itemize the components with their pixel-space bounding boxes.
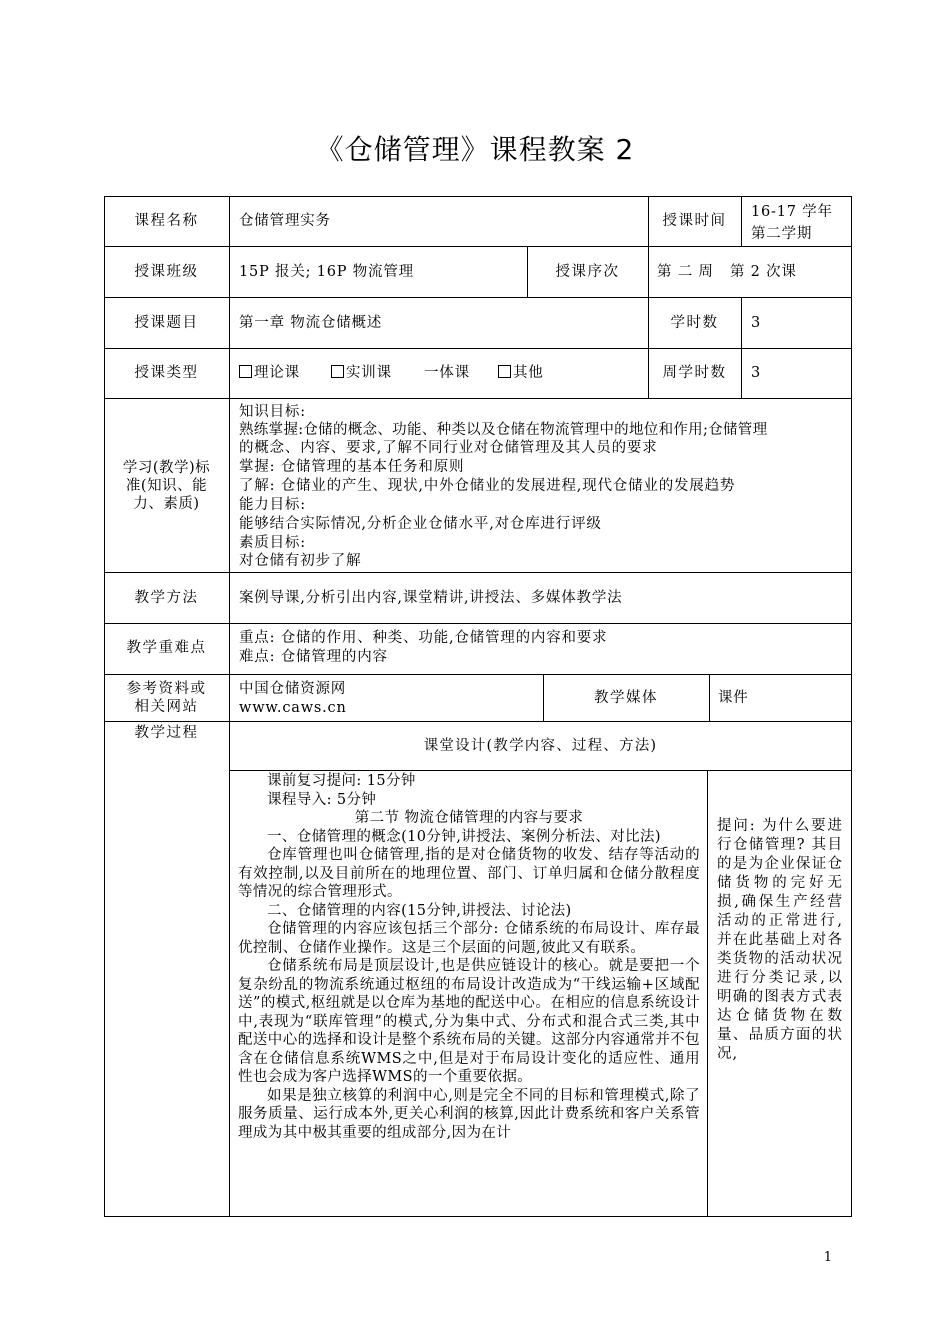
topic-label: 授课题目: [134, 315, 199, 331]
key-point-line: 重点: 仓储的作用、种类、功能,仓储管理的内容和要求: [239, 630, 608, 646]
media-value: 课件: [718, 690, 749, 706]
row-divider: [104, 721, 852, 722]
objective-line: 能力目标:: [239, 497, 306, 513]
content-para: 课程导入: 5分钟: [267, 791, 377, 808]
column-divider: [229, 196, 230, 1217]
column-divider: [741, 196, 742, 246]
row-divider: [104, 623, 852, 624]
objective-line: 掌握: 仓储管理的基本任务和原则: [239, 459, 465, 475]
objective-line: 素质目标:: [239, 535, 306, 551]
section-heading: 第二节 物流仓储管理的内容与要求: [354, 810, 584, 826]
objective-line: 了解: 仓储业的产生、现状,中外仓储业的发展进程,现代仓储业的发展趋势: [239, 478, 736, 494]
type-option-theory[interactable]: 理论课: [239, 364, 300, 383]
objective-line: 的概念、内容、要求,了解不同行业对仓储管理及其人员的要求: [239, 440, 658, 456]
content-para: 一、仓储管理的概念(10分钟,讲授法、案例分析法、对比法): [267, 828, 661, 845]
row-divider: [104, 572, 852, 573]
weekly-hours-value: 3: [751, 365, 762, 381]
difficult-point-line: 难点: 仓储管理的内容: [239, 649, 388, 665]
hours-value: 3: [751, 315, 762, 331]
content-para: 仓储系统布局是顶层设计,也是供应链设计的核心。就是要把一个复杂纷乱的物流系统通过枢纽的布局设计改造成为“干线运输+区域配送”的模式,枢纽就是以仓库为基地的配送中心。在相应的信息系统设计中,表现为“联库管理”的模式,分为集中式、分布式和混合式三类,其中配送中心的选择和设计是整个系统布局的关键。这部分内容通常并不包含在仓储信息系统WMS之中,但是对于布局设计变化的适应性、通用性也会成为客户选择WMS的一个重要依据。: [238, 958, 700, 1085]
objective-line: 知识目标:: [239, 404, 306, 420]
teach-time-label: 授课时间: [662, 213, 727, 229]
content-para: 仓库管理也叫仓储管理,指的是对仓储货物的收发、结存等活动的有效控制,以及目前所在的地理位置、部门、订单归属和仓储分散程度等情况的综合管理形式。: [238, 847, 700, 900]
teach-time-term: 第二学期: [751, 226, 813, 242]
page-number: 1: [823, 1250, 832, 1265]
content-para: 二、仓储管理的内容(15分钟,讲授法、讨论法): [267, 902, 572, 919]
objectives-label-2: 准(知识、能: [125, 478, 208, 494]
reference-label-2: 相关网站: [134, 699, 199, 715]
objective-line: 对仓储有初步了解: [239, 553, 362, 569]
column-divider: [648, 297, 649, 398]
class-value: 15P 报关; 16P 物流管理: [239, 264, 414, 280]
type-label: 授课类型: [134, 365, 199, 381]
objective-line: 熟练掌握:仓储的概念、功能、种类以及仓储在物流管理中的地位和作用;仓储管理: [239, 422, 768, 438]
column-divider: [707, 770, 708, 1217]
column-divider: [709, 674, 710, 721]
row-divider: [104, 674, 852, 675]
media-label: 教学媒体: [594, 690, 658, 706]
key-points-label: 教学重难点: [126, 640, 207, 656]
content-para: 仓储管理的内容应该包括三个部分: 仓储系统的布局设计、库存最优控制、仓储作业操作。这是三个层面的问题,彼此又有联系。: [238, 921, 700, 956]
checkbox-icon: [498, 365, 511, 378]
type-option-practice[interactable]: 实训课: [331, 364, 392, 383]
row-divider: [104, 297, 852, 298]
objectives-label-1: 学习(教学)标: [122, 460, 211, 476]
row-divider: [229, 770, 852, 771]
method-value: 案例导课,分析引出内容,课堂精讲,讲授法、多媒体教学法: [239, 590, 623, 606]
design-header: 课堂设计(教学内容、过程、方法): [423, 738, 658, 754]
content-para: 如果是独立核算的利润中心,则是完全不同的目标和管理模式,除了服务质量、运行成本外,更关心利润的核算,因此计费系统和客户关系管理成为其中极其重要的组成部分,因为在计: [238, 1087, 700, 1141]
reference-site-url[interactable]: www.caws.cn: [239, 700, 347, 716]
side-note: 提问: 为什么要进行仓储管理? 其目的是为企业保证仓储货物的完好无损,确保生产经营活动的正常进行,并在此基础上对各类货物的活动状况进行分类记录,以明确的图表方式表达仓储货物在数量、品质方面的状况,: [717, 818, 843, 1062]
hours-label: 学时数: [670, 315, 719, 331]
row-divider: [104, 398, 852, 399]
teach-time-year: 16-17 学年: [751, 204, 833, 220]
course-name-label: 课程名称: [134, 213, 199, 229]
topic-value: 第一章 物流仓储概述: [239, 315, 383, 331]
objective-line: 能够结合实际情况,分析企业仓储水平,对仓库进行评级: [239, 516, 602, 532]
checkbox-icon: [239, 365, 252, 378]
content-para: 课前复习提问: 15分钟: [267, 773, 416, 789]
weekly-hours-label: 周学时数: [662, 365, 727, 381]
document-title: 《仓储管理》课程教案 2: [315, 133, 635, 166]
row-divider: [104, 246, 852, 247]
column-divider: [648, 246, 649, 297]
lesson-content: [238, 772, 700, 1142]
row-divider: [104, 348, 852, 349]
course-name-value: 仓储管理实务: [239, 213, 331, 229]
method-label: 教学方法: [134, 590, 199, 606]
checkbox-icon: [331, 365, 344, 378]
order-label: 授课序次: [555, 264, 620, 280]
class-label: 授课班级: [134, 264, 199, 280]
column-divider: [741, 297, 742, 398]
process-label: 教学过程: [134, 725, 199, 741]
type-option-other[interactable]: 其他: [498, 364, 544, 383]
order-value: 第 二 周 第 2 次课: [657, 264, 797, 280]
objectives-label-3: 力、素质): [133, 496, 200, 512]
type-option-integrated[interactable]: 一体课: [424, 365, 470, 381]
reference-site-name: 中国仓储资源网: [239, 681, 347, 697]
reference-label-1: 参考资料或: [126, 681, 207, 697]
